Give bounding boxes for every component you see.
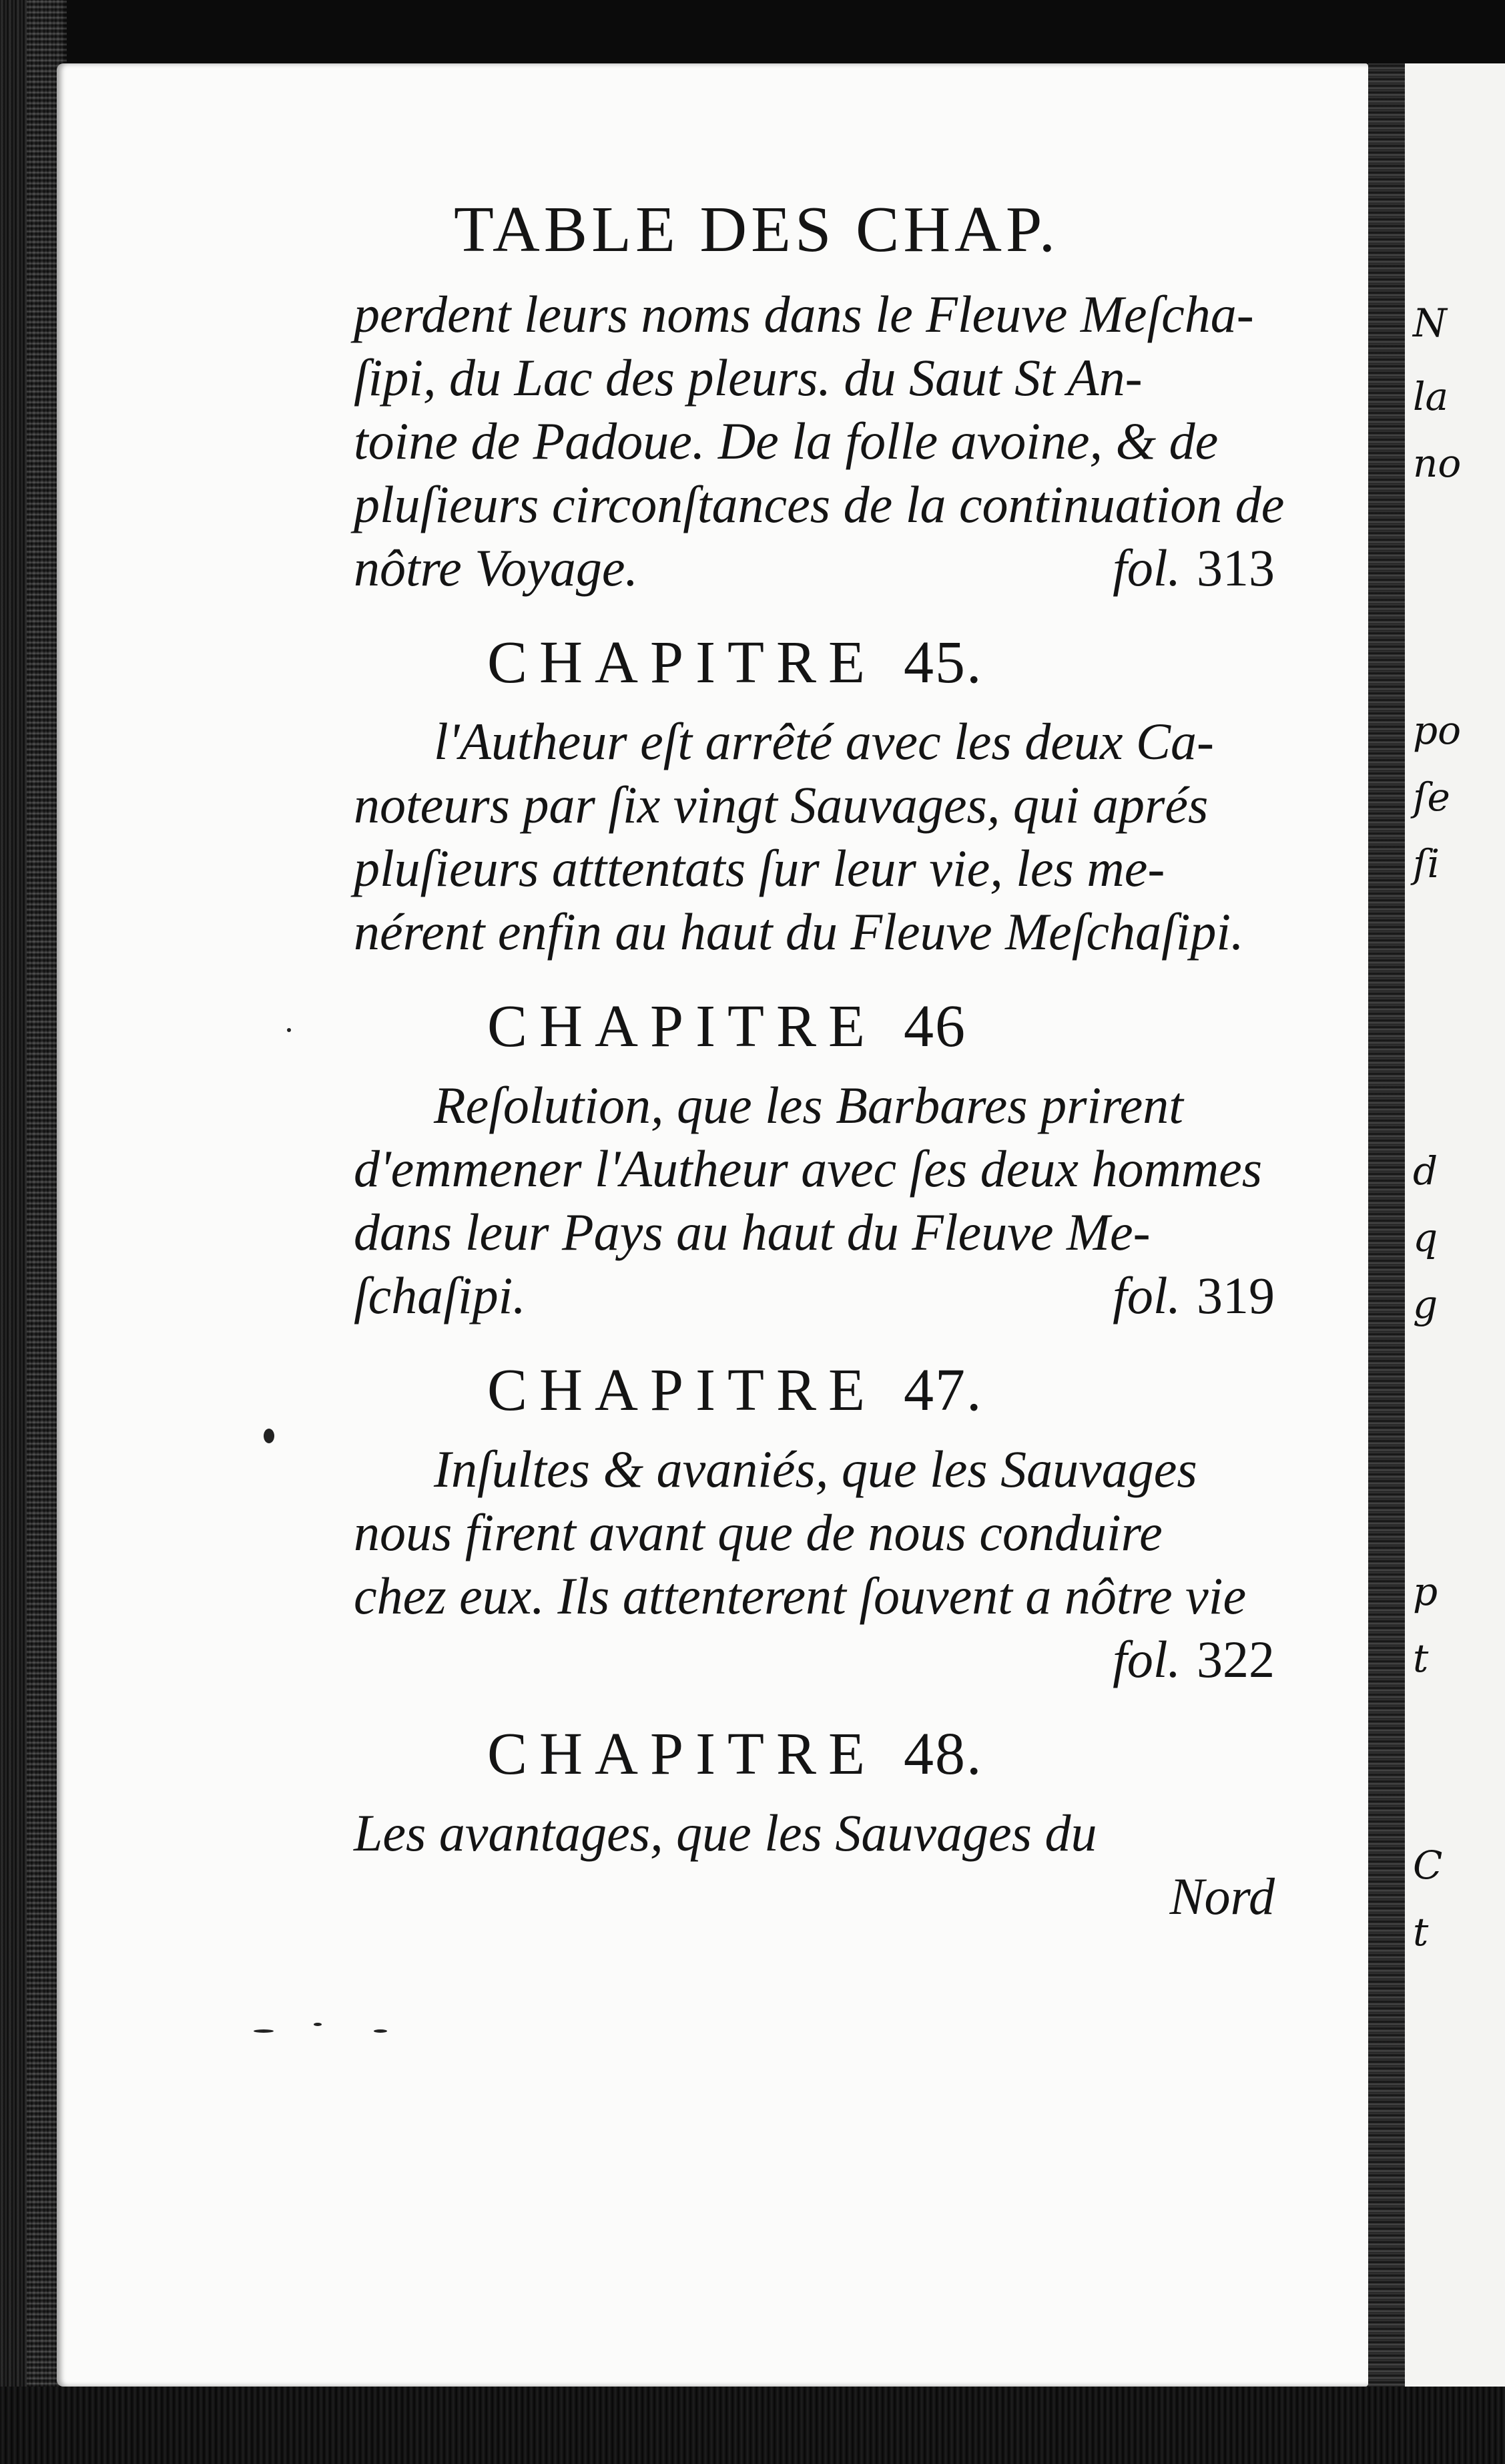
text-line: noteurs par ſix vingt Sauvages, qui aprés	[354, 776, 1209, 834]
text-line: ſipi, du Lac des pleurs. du Saut St An-	[354, 348, 1143, 407]
page-text	[354, 194, 1288, 1928]
text-line: l'Autheur eſt arrêté avec les deux Ca-	[434, 712, 1214, 770]
text-line: Inſultes & avaniés, que les Sauvages	[434, 1440, 1197, 1498]
facing-fragment: C	[1413, 1842, 1443, 1888]
facing-fragment: p	[1413, 1569, 1438, 1614]
ink-speck	[374, 2029, 387, 2033]
facing-fragment: d	[1413, 1148, 1438, 1194]
chapter-number: 45.	[904, 630, 983, 696]
folio-page: 319	[1197, 1266, 1275, 1324]
page-gutter	[1368, 63, 1405, 2387]
chapter-48	[354, 1721, 1288, 1928]
facing-fragment: no	[1413, 441, 1462, 486]
folio-label: fol.	[1113, 539, 1181, 597]
text-line: d'emmener l'Autheur avec ſes deux hommes	[354, 1140, 1263, 1198]
text-line: pluſieurs circonſtances de la continuation de	[354, 475, 1285, 533]
folio-label: fol.	[1113, 1630, 1181, 1688]
running-head: TABLE DES CHAP.	[454, 194, 1060, 266]
text-line: chez eux. Ils attenterent ſouvent a nôtre vie	[354, 1567, 1247, 1625]
chapter-46	[354, 993, 1288, 1327]
facing-fragment: la	[1413, 374, 1449, 419]
text-line: nôtre Voyage.	[354, 539, 638, 597]
continued-entry	[354, 282, 1288, 599]
chapter-heading: CHAPITRE 46	[487, 993, 967, 1059]
ink-speck	[264, 1429, 274, 1443]
folio-page: 313	[1197, 539, 1275, 597]
facing-fragment: ſe	[1413, 774, 1450, 820]
facing-page-edge	[1405, 63, 1505, 2387]
chapter-heading: CHAPITRE 47.	[487, 1357, 983, 1423]
chapter-47	[354, 1357, 1288, 1691]
text-line: toine de Padoue. De la folle avoine, & de	[354, 412, 1219, 470]
ink-speck	[287, 1028, 291, 1032]
text-line: ſchaſipi.	[354, 1266, 526, 1324]
chapter-45	[354, 630, 1288, 963]
text-line: pluſieurs atttentats ſur leur vie, les me-	[354, 839, 1165, 897]
folio-page: 322	[1197, 1630, 1275, 1688]
text-line: nérent enfin au haut du Fleuve Meſchaſipi.	[354, 903, 1244, 961]
text-line: dans leur Pays au haut du Fleuve Me-	[354, 1203, 1151, 1261]
folio-reference	[1113, 536, 1288, 599]
chapter-heading: CHAPITRE 45.	[487, 630, 983, 696]
entry-last-line	[354, 1264, 1288, 1327]
facing-fragment: ſi	[1413, 841, 1440, 887]
facing-fragment: N	[1413, 300, 1447, 346]
ink-speck	[314, 2023, 322, 2026]
folio-reference	[354, 1628, 1288, 1691]
text-line: perdent leurs noms dans le Fleuve Meſcha-	[354, 285, 1254, 343]
facing-fragment: q	[1413, 1215, 1438, 1260]
facing-fragment: t	[1413, 1636, 1429, 1681]
text-line: nous firent avant que de nous conduire	[354, 1503, 1163, 1561]
chapter-number: 46	[904, 993, 967, 1059]
chapter-heading: CHAPITRE 48.	[487, 1721, 983, 1787]
catchword: Nord	[1169, 1867, 1275, 1925]
text-line: Les avantages, que les Sauvages du	[354, 1804, 1097, 1862]
scan-bottom-edge	[0, 2387, 1505, 2464]
text-line: Reſolution, que les Barbares prirent	[434, 1076, 1183, 1134]
ink-speck	[254, 2029, 274, 2033]
chapter-number: 47.	[904, 1357, 983, 1423]
folio-reference	[1113, 1264, 1288, 1327]
facing-fragment: g	[1413, 1282, 1438, 1327]
facing-fragment: t	[1413, 1909, 1429, 1955]
facing-fragment: po	[1413, 708, 1462, 753]
entry-last-line	[354, 536, 1288, 599]
chapter-number: 48.	[904, 1721, 983, 1787]
folio-label: fol.	[1113, 1266, 1181, 1324]
